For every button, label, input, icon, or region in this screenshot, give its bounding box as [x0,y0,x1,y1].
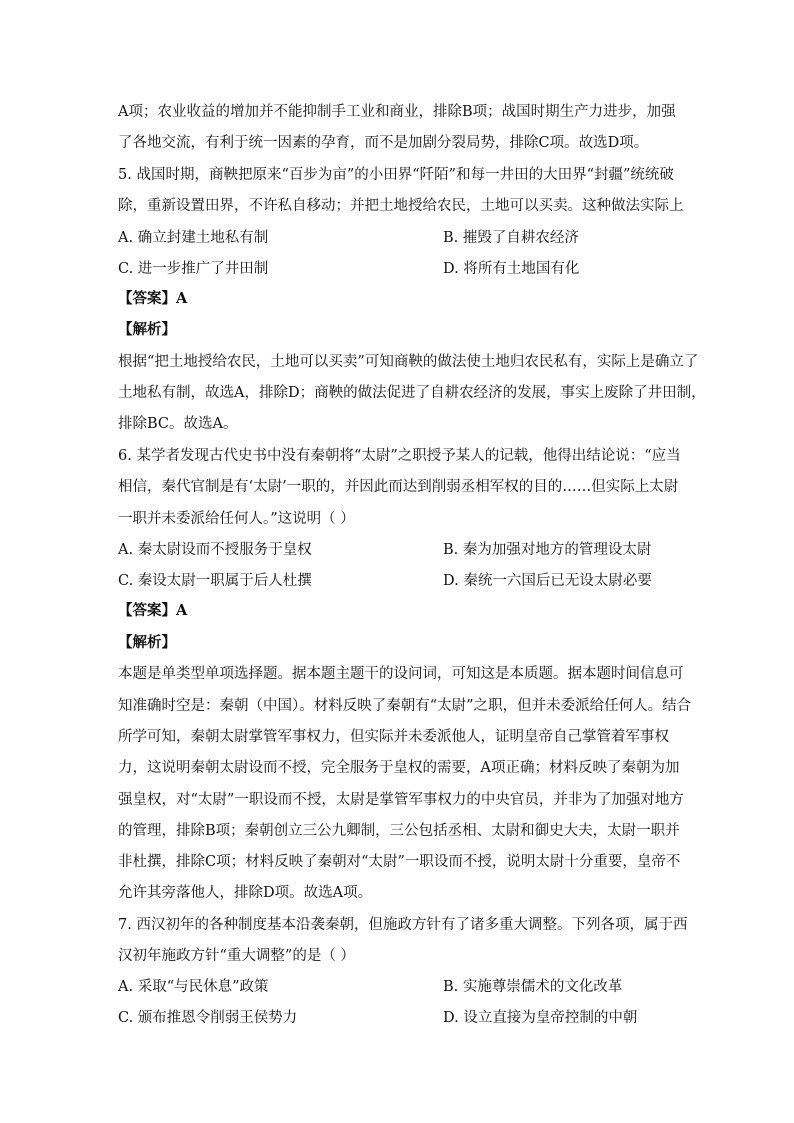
q6-option-a: A. 秦太尉设而不授服务于皇权 [118,542,312,558]
q5-answer: 【答案】A [118,290,188,307]
q5-option-b: B. 摧毁了自耕农经济 [443,230,579,246]
q5-option-d: D. 将所有土地国有化 [443,261,580,277]
q6-stem-line-3: 一职并未委派给任何人。”这说明（ ） [118,511,355,527]
q6-stem-line-1: 6. 某学者发现古代史书中没有秦朝将“太尉”之职授予某人的记载，他得出结论说：“应当 [118,448,681,464]
q6-answer: 【答案】A [118,602,188,619]
q6-option-d: D. 秦统一六国后已无设太尉必要 [443,573,652,589]
q5-analysis-title: 【解析】 [118,321,176,338]
q7-stem-line-1: 7. 西汉初年的各种制度基本沿袭秦朝，但施政方针有了诸多重大调整。下列各项，属于西 [118,917,688,933]
intro-line-2: 了各地交流，有利于统一因素的孕育，而不是加剧分裂局势，排除C项。故选D项。 [118,135,649,151]
q6-analysis-line-1: 本题是单类型单项选择题。据本题主题干的设问词，可知这是本质题。据本题时间信息可 [118,666,684,682]
q6-analysis-line-2: 知准确时空是：秦朝（中国）。材料反映了秦朝有“太尉”之职，但并未委派给任何人。结合 [118,698,692,714]
q7-option-a: A. 采取“与民休息”政策 [118,979,269,995]
q6-option-c: C. 秦设太尉一职属于后人杜撰 [118,573,312,589]
q5-analysis-line-3: 排除BC。故选A。 [118,416,238,432]
q6-stem-line-2: 相信，秦代官制是有‘太尉’一职的，并因此而达到削弱丞相军权的目的……但实际上太尉 [118,479,679,495]
q5-analysis-line-1: 根据“把土地授给农民，土地可以买卖”可知商鞅的做法使土地归农民私有，实际上是确立了 [118,354,699,370]
q6-option-b: B. 秦为加强对地方的管理设太尉 [443,542,652,558]
intro-line-1: A项；农业收益的增加并不能抑制手工业和商业，排除B项；战国时期生产力进步，加强 [118,104,676,120]
q5-analysis-line-2: 土地私有制，故选A，排除D；商鞅的做法促进了自耕农经济的发展，事实上废除了井田制， [118,385,706,401]
q5-option-a: A. 确立封建土地私有制 [118,230,269,246]
q6-analysis-line-8: 允许其旁落他人，排除D项。故选A项。 [118,885,373,901]
q5-stem-line-1: 5. 战国时期，商鞅把原来“百步为亩”的小田界“阡陌”和每一井田的大田界“封疆”统统破 [118,167,674,183]
q7-option-d: D. 设立直接为皇帝控制的中朝 [443,1010,638,1026]
q6-analysis-line-5: 强皇权，对“太尉”一职设而不授，太尉是掌管军事权力的中央官员，并非为了加强对地方 [118,792,684,808]
q6-analysis-title: 【解析】 [118,634,176,651]
q7-option-c: C. 颁布推恩令削弱王侯势力 [118,1010,298,1026]
q6-analysis-line-6: 的管理，排除B项；秦朝创立三公九卿制，三公包括丞相、太尉和御史大夫，太尉一职并 [118,823,680,839]
q6-analysis-line-4: 力，这说明秦朝太尉设而不授，完全服务于皇权的需要，A项正确；材料反映了秦朝为加 [118,760,680,776]
q7-option-b: B. 实施尊崇儒术的文化改革 [443,979,623,995]
q5-stem-line-2: 除，重新设置田界，不许私自移动；并把土地授给农民，土地可以买卖。这种做法实际上 [118,198,684,214]
q6-analysis-line-3: 所学可知，秦朝太尉掌管军事权力，但实际并未委派他人，证明皇帝自己掌管着军事权 [118,729,669,745]
q7-stem-line-2: 汉初年施政方针“重大调整”的是（ ） [118,948,355,964]
q6-analysis-line-7: 非杜撰，排除C项；材料反映了秦朝对“太尉”一职设而不授，说明太尉十分重要，皇帝不 [118,854,681,870]
q5-option-c: C. 进一步推广了井田制 [118,261,269,277]
